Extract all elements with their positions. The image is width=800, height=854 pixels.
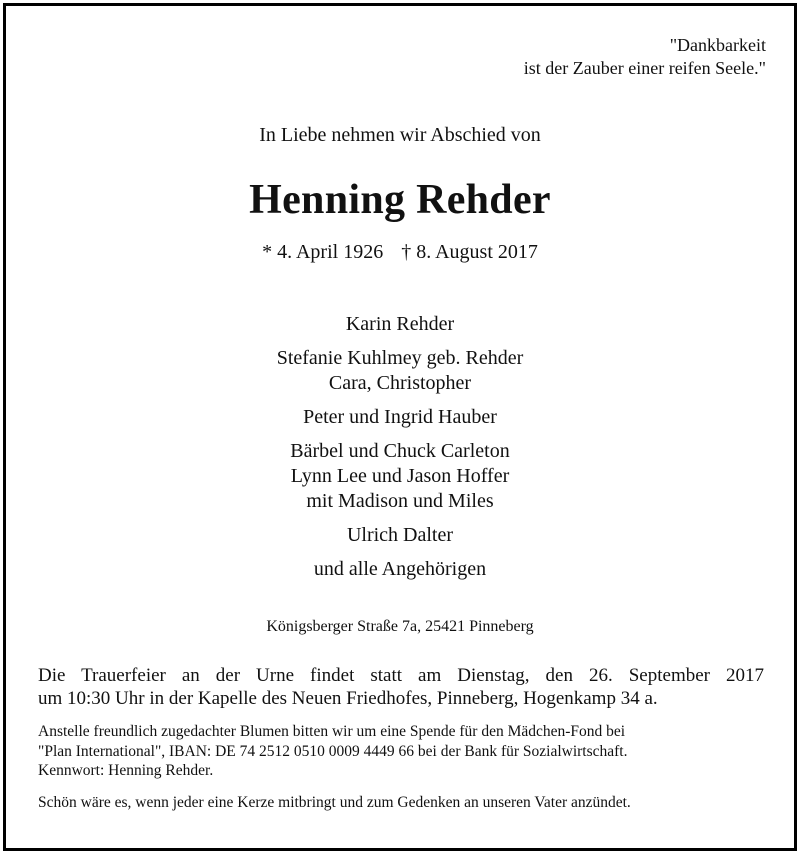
mourner-name: Lynn Lee und Jason Hoffer [290,465,510,487]
mourner-group [0,346,800,396]
mourner-group [0,523,800,548]
donation-notice [38,722,764,781]
mourner-name: mit Madison und Miles [306,490,494,512]
donation-notice-line: "Plan International", IBAN: DE 74 2512 0510 0009 4449 66 bei der Bank für Sozialwirtschaft. [38,742,628,760]
funeral-notice-line: um 10:30 Uhr in der Kapelle des Neuen Friedhofes, Pinneberg, Hogenkamp 34 a. [38,688,658,709]
mourner-name: Karin Rehder [345,313,455,335]
mourner-group [0,405,800,430]
mourners-list [0,312,800,591]
deceased-name: Henning Rehder [249,177,551,223]
donation-notice-line: Anstelle freundlich zugedachter Blumen bitten wir um eine Spende für den Mädchen-Fond bei [38,723,626,740]
epigraph-quote [524,34,766,80]
mourner-name: Cara, Christopher [328,372,472,394]
funeral-notice-line: Die Trauerfeier an der Urne findet statt am Dienstag, den 26. September 2017 [38,665,764,686]
funeral-notice [38,664,764,710]
address: Königsberger Straße 7a, 25421 Pinneberg [266,618,534,635]
mourner-name: Peter und Ingrid Hauber [303,406,497,428]
quote-line: "Dankbarkeit [669,35,766,55]
mourner-name: Bärbel und Chuck Carleton [290,440,510,462]
candle-notice: Schön wäre es, wenn jeder eine Kerze mitbringt und zum Gedenken an unseren Vater anzündet. [38,794,631,811]
mourner-group [0,557,800,582]
mourner-name: Stefanie Kuhlmey geb. Rehder [276,347,524,369]
mourner-name: Ulrich Dalter [346,524,454,546]
mourner-group [0,439,800,514]
intro-text: In Liebe nehmen wir Abschied von [259,124,541,146]
mourner-name: und alle Angehörigen [313,558,487,580]
quote-line: ist der Zauber einer reifen Seele." [523,58,766,78]
birth-date: * 4. April 1926 [262,241,384,263]
donation-notice-line: Kennwort: Henning Rehder. [38,762,214,779]
mourner-group [0,312,800,337]
death-date: † 8. August 2017 [401,241,538,263]
life-dates [0,241,800,264]
